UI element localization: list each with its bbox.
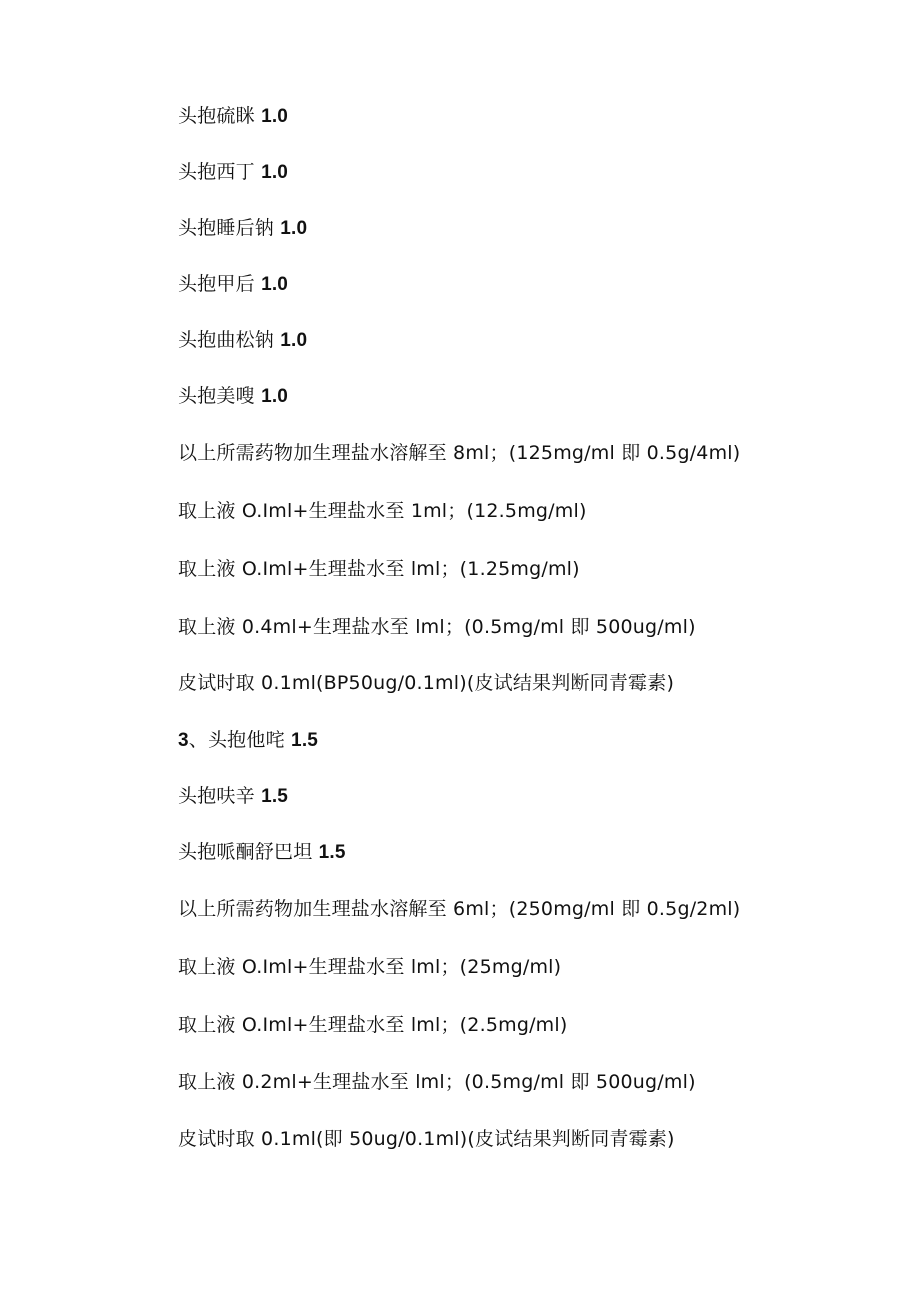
drug-dose: 1.0 — [261, 106, 289, 127]
instruction-dilute-3: 取上液 0.4ml+生理盐水至 lml；(0.5mg/ml 即 500ug/ml) — [178, 616, 696, 638]
instruction-dilute-5: 取上液 O.Iml+生理盐水至 lml；(2.5mg/ml) — [178, 1014, 568, 1036]
drug-dose: 1.0 — [261, 386, 289, 407]
drug-line-cefoperazone-sulbactam — [178, 840, 346, 865]
drug-dose: 1.0 — [261, 274, 289, 295]
drug-name: 头抱美嗖 — [178, 385, 255, 407]
instruction-skin-test: 皮试时取 0.1ml(BP50ug/0.1ml)(皮试结果判断同青霉素) — [178, 672, 675, 694]
drug-name: 头抱西丁 — [178, 161, 255, 183]
drug-dose: 1.0 — [280, 330, 308, 351]
drug-name: 头抱曲松钠 — [178, 329, 275, 351]
section-heading-3 — [178, 728, 318, 753]
instruction-dilute-4: 取上液 O.Iml+生理盐水至 lml；(25mg/ml) — [178, 956, 562, 978]
drug-name: 、头抱他咤 — [188, 729, 285, 751]
drug-dose: 1.5 — [318, 842, 346, 863]
drug-line-cefoxitin — [178, 160, 288, 185]
instruction-dilute-6: 取上液 0.2ml+生理盐水至 lml；(0.5mg/ml 即 500ug/ml) — [178, 1071, 696, 1093]
instruction-dilute-1: 取上液 O.Iml+生理盐水至 1ml；(12.5mg/ml) — [178, 500, 587, 522]
drug-dose: 1.5 — [291, 730, 319, 751]
drug-dose: 1.5 — [261, 786, 289, 807]
drug-line-cefmenoxime — [178, 272, 288, 297]
instruction-skin-test-2: 皮试时取 0.1ml(即 50ug/0.1ml)(皮试结果判断同青霉素) — [178, 1128, 675, 1150]
drug-line-cefathiamidine — [178, 104, 288, 129]
drug-line-cefazolin — [178, 216, 307, 241]
instruction-dissolve-2: 以上所需药物加生理盐水溶解至 6ml；(250mg/ml 即 0.5g/2ml) — [178, 898, 741, 920]
drug-name: 头抱哌酮舒巴坦 — [178, 841, 313, 863]
instruction-dilute-2: 取上液 O.Iml+生理盐水至 lml；(1.25mg/ml) — [178, 558, 580, 580]
drug-line-cefmetazole — [178, 384, 288, 409]
drug-name: 头抱硫眯 — [178, 105, 255, 127]
drug-name: 头抱呋辛 — [178, 785, 255, 807]
section-number: 3 — [178, 730, 189, 751]
drug-name: 头抱甲后 — [178, 273, 255, 295]
drug-dose: 1.0 — [280, 218, 308, 239]
drug-dose: 1.0 — [261, 162, 289, 183]
instruction-dissolve: 以上所需药物加生理盐水溶解至 8ml；(125mg/ml 即 0.5g/4ml) — [178, 442, 741, 464]
drug-name: 头抱睡后钠 — [178, 217, 275, 239]
drug-line-cefuroxime — [178, 784, 288, 809]
drug-line-ceftriaxone — [178, 328, 307, 353]
